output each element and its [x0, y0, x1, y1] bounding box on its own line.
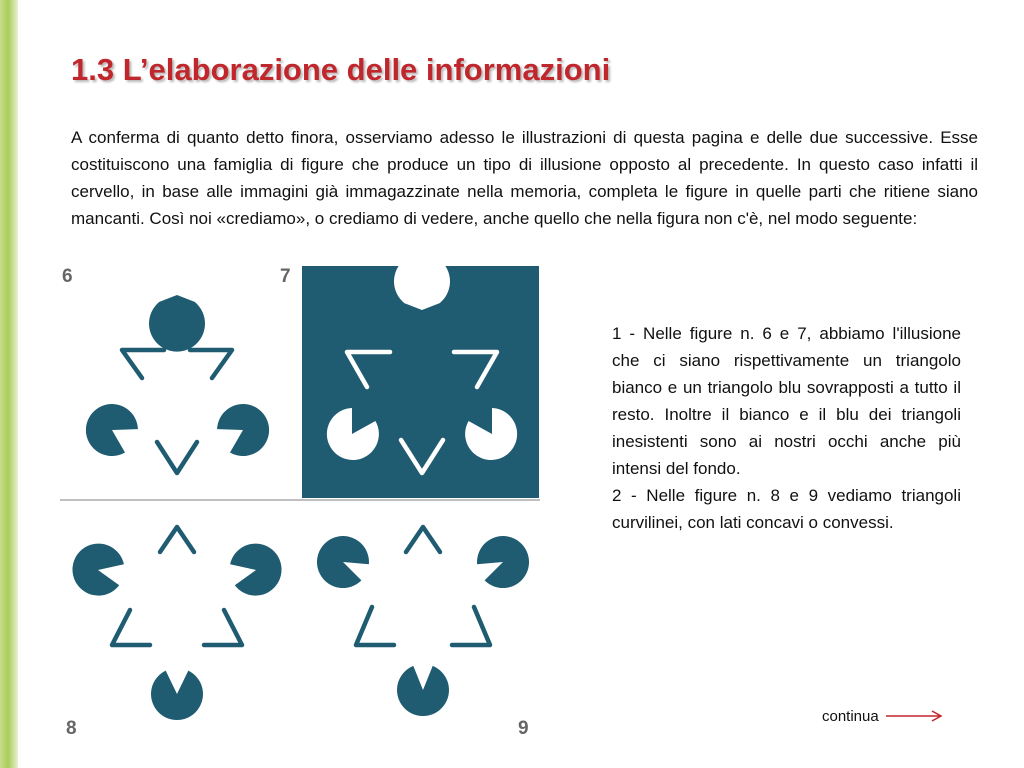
note-1: 1 - Nelle figure n. 6 e 7, abbiamo l'illusione che ci siano rispettivamente un triangolo bianco e un triangolo blu sovrapposti a tutto il resto. Inoltre il bianco e il blu dei triangoli inesistenti sono ai nostri occhi anche più intensi del fondo.	[612, 324, 961, 478]
arrow-right-icon	[885, 709, 943, 723]
figure-label-9: 9	[518, 718, 529, 739]
pacman-8-right	[230, 544, 281, 596]
explanation-notes	[612, 320, 961, 536]
pacman-8-bottom	[151, 671, 203, 720]
figure-6	[62, 266, 269, 473]
figure-8	[66, 527, 282, 739]
pacman-9-right	[477, 536, 529, 588]
outline-8-left	[112, 610, 150, 645]
pacman-8-left	[72, 544, 123, 596]
outline-9-top	[406, 527, 440, 552]
figure-label-7: 7	[280, 266, 291, 287]
pacman-6-left	[86, 404, 138, 456]
continue-label: continua	[822, 707, 879, 725]
figure-7	[280, 262, 539, 498]
outline-6-left	[122, 350, 164, 378]
outline-8-top	[160, 527, 194, 552]
pacman-9-left	[317, 536, 369, 588]
intro-paragraph: A conferma di quanto detto finora, osserviamo adesso le illustrazioni di questa pagina e delle due successive. Esse costituiscono una famiglia di figure che produce un tipo di illusione opposto al precedente. In questo caso infatti il cervello, in base alle immagini già immagazzinate nella memoria, completa le figure in quelle parti che ritiene siano mancanti. Così noi «crediamo», o crediamo di vedere, anche quello che nella figura non c'è, nel modo seguente:	[71, 128, 978, 228]
figure-label-8: 8	[66, 718, 77, 739]
figure-label-6: 6	[62, 266, 73, 287]
outline-9-left	[356, 607, 394, 645]
outline-8-right	[204, 610, 242, 645]
illusion-figure	[60, 262, 540, 744]
figure-9	[317, 527, 529, 739]
outline-6-right	[190, 350, 232, 378]
continue-link[interactable]	[822, 706, 943, 726]
note-2: 2 - Nelle figure n. 8 e 9 vediamo triangoli curvilinei, con lati concavi o convessi.	[612, 486, 961, 532]
slide-title: 1.3 L’elaborazione delle informazioni	[71, 52, 611, 87]
kanizsa-figures-svg	[60, 262, 540, 744]
pacman-9-bottom	[397, 666, 449, 716]
outline-9-right	[452, 607, 490, 645]
outline-6-bottom	[157, 442, 197, 473]
pacman-6-top	[149, 295, 205, 352]
accent-side-bar	[0, 0, 18, 768]
pacman-6-right	[217, 404, 269, 456]
